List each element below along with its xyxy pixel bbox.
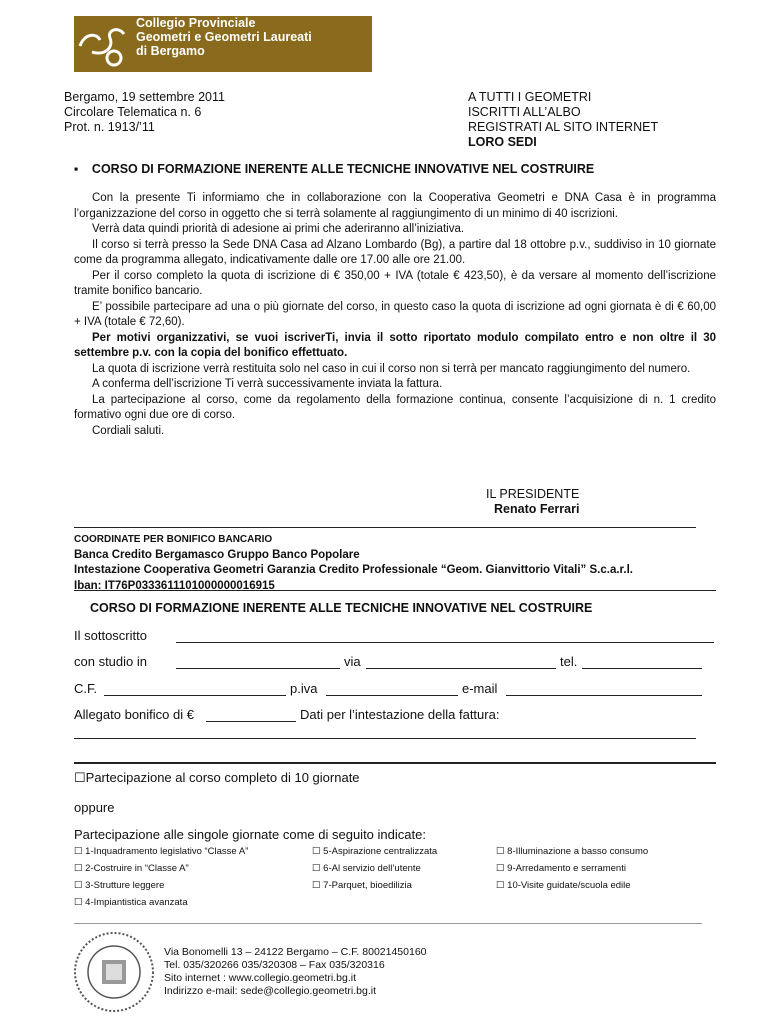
bank-iban: Iban: IT76P0333611101000000016915 — [74, 579, 275, 592]
paragraph: Verrà data quindi priorità di adesione ai primi che aderiranno all’iniziativa. — [92, 223, 465, 235]
logo-line-3: di Bergamo — [136, 44, 205, 58]
email-field[interactable] — [506, 695, 702, 696]
label-cf: C.F. — [74, 681, 98, 696]
studio-field[interactable] — [176, 668, 340, 669]
bank-details — [74, 532, 633, 594]
header-left — [64, 90, 225, 135]
letter-date: Bergamo, 19 settembre 2011 — [64, 90, 225, 104]
footer-address: Via Bonomelli 13 – 24122 Bergamo – C.F. 80021450160 — [164, 946, 427, 958]
subject-text: CORSO DI FORMAZIONE INERENTE ALLE TECNICHE INNOVATIVE NEL COSTRUIRE — [91, 162, 595, 176]
logo-line-1: Collegio Provinciale — [136, 16, 256, 30]
piva-field[interactable] — [326, 695, 458, 696]
bank-name: Banca Credito Bergamasco Gruppo Banco Popolare — [74, 548, 360, 561]
signature-name: Renato Ferrari — [494, 502, 580, 516]
checkbox-giornata-1[interactable]: ☐ 1-Inquadramento legislativo “Classe A” — [74, 846, 249, 857]
form-title: CORSO DI FORMAZIONE INERENTE ALLE TECNICHE INNOVATIVE NEL COSTRUIRE — [90, 601, 593, 615]
label-oppure: oppure — [74, 800, 115, 815]
signature-role: IL PRESIDENTE — [486, 487, 580, 501]
paragraph: Cordiali saluti. — [92, 424, 165, 437]
label-piva: p.iva — [290, 681, 318, 696]
divider — [74, 590, 716, 591]
checkbox-giornata-8[interactable]: ☐ 8-Illuminazione a basso consumo — [496, 846, 649, 857]
checkbox-giornata-2[interactable]: ☐ 2-Costruire in “Classe A” — [74, 863, 189, 874]
tel-field[interactable] — [582, 668, 702, 669]
label-singole-giornate: Partecipazione alle singole giornate come di seguito indicate: — [74, 827, 426, 842]
checkbox-giornata-6[interactable]: ☐ 6-Al servizio dell’utente — [312, 863, 421, 874]
logo-line-2: Geometri e Geometri Laureati — [136, 30, 312, 44]
recipient-line-2: ISCRITTI ALL’ALBO — [468, 105, 581, 119]
checkbox-giornata-7[interactable]: ☐ 7-Parquet, bioedilizia — [312, 880, 412, 891]
footer-website: Sito internet : www.collegio.geometri.bg.it — [164, 972, 357, 984]
checkbox-giornata-3[interactable]: ☐ 3-Strutture leggere — [74, 880, 165, 891]
bank-intestazione: Intestazione Cooperativa Geometri Garanzia Credito Professionale “Geom. Gianvittorio Vitali” S.c.a.r.l. — [74, 564, 633, 576]
bank-title: COORDINATE PER BONIFICO BANCARIO — [74, 534, 273, 545]
checkbox-giornata-4[interactable]: ☐ 4-Impiantistica avanzata — [74, 897, 188, 908]
paragraph: E’ possibile partecipare ad una o più giornate del corso, in questo caso la quota di iscrizione ad ogni giornata è di € 60,00 + IVA (totale € 72,60). — [74, 300, 716, 328]
logo-mark — [74, 16, 132, 72]
logo-text — [132, 16, 372, 72]
bullet: ▪ — [74, 162, 79, 176]
recipient-line-1: A TUTTI I GEOMETRI — [468, 90, 592, 104]
recipient-line-3: REGISTRATI AL SITO INTERNET — [468, 120, 659, 134]
allegato-field[interactable] — [206, 721, 296, 722]
checkbox-giornata-10[interactable]: ☐ 10-Visite guidate/scuola edile — [496, 880, 631, 891]
signature-block — [486, 487, 579, 517]
paragraph-bold: Per motivi organizzativi, se vuoi iscriverTi, invia il sotto riportato modulo compilato entro e non oltre il 30 settembre p.v. con la copia del bonifico effettuato. — [74, 331, 716, 359]
protocol-number: Prot. n. 1913/’11 — [64, 120, 155, 134]
divider — [74, 923, 702, 924]
label-sottoscritto: Il sottoscritto — [74, 628, 147, 643]
paragraph: La quota di iscrizione verrà restituita solo nel caso in cui il corso non si terrà per mancato raggiungimento del numero. — [92, 362, 691, 375]
recipient-block — [468, 90, 658, 150]
seal-stamp — [72, 930, 156, 1014]
circolare-number: Circolare Telematica n. 6 — [64, 105, 202, 119]
letter-body — [74, 191, 716, 439]
label-dati-fattura: Dati per l’intestazione della fattura: — [300, 707, 500, 722]
via-field[interactable] — [366, 668, 556, 669]
paragraph: La partecipazione al corso, come da regolamento della formazione continua, consente l’acquisizione di n. 1 credito formativo ogni due ore di corso. — [74, 393, 716, 421]
footer-email: Indirizzo e-mail: sede@collegio.geometri.bg.it — [164, 985, 377, 997]
sottoscritto-field[interactable] — [176, 642, 714, 643]
paragraph: A conferma dell’iscrizione Ti verrà successivamente inviata la fattura. — [92, 378, 443, 390]
paragraph: Il corso si terrà presso la Sede DNA Casa ad Alzano Lombardo (Bg), a partire dal 18 ottobre p.v., suddiviso in 10 giornate come da programma allegato, indicativamente dalle ore 17.00 alle ore 21.00. — [74, 238, 716, 266]
option-corso-completo[interactable]: ☐Partecipazione al corso completo di 10 giornate — [74, 770, 360, 785]
paragraph: Con la presente Ti informiamo che in collaborazione con la Cooperativa Geometri e DNA Casa è in programma l’organizzazione del corso in oggetto che si terrà solamente al raggiungimento di un minimo di 40 iscrizioni. — [74, 192, 716, 220]
paragraph: Per il corso completo la quota di iscrizione di € 350,00 + IVA (totale € 423,50), è da versare al momento dell’iscrizione tramite bonifico bancario. — [74, 269, 716, 297]
divider — [74, 527, 696, 528]
label-via: via — [344, 654, 361, 669]
label-email: e-mail — [462, 681, 498, 696]
recipient-line-4: LORO SEDI — [468, 135, 537, 149]
subject-line — [74, 162, 594, 176]
divider — [74, 762, 716, 764]
checkbox-giornata-5[interactable]: ☐ 5-Aspirazione centralizzata — [312, 846, 438, 857]
label-tel: tel. — [560, 654, 578, 669]
cf-field[interactable] — [104, 695, 286, 696]
label-studio: con studio in — [74, 654, 147, 669]
checkbox-giornata-9[interactable]: ☐ 9-Arredamento e serramenti — [496, 863, 626, 874]
label-allegato: Allegato bonifico di € — [74, 707, 194, 722]
footer-tel: Tel. 035/320266 035/320308 – Fax 035/320316 — [164, 959, 385, 971]
dati-fattura-field[interactable] — [74, 738, 696, 739]
footer-contacts — [164, 946, 427, 998]
